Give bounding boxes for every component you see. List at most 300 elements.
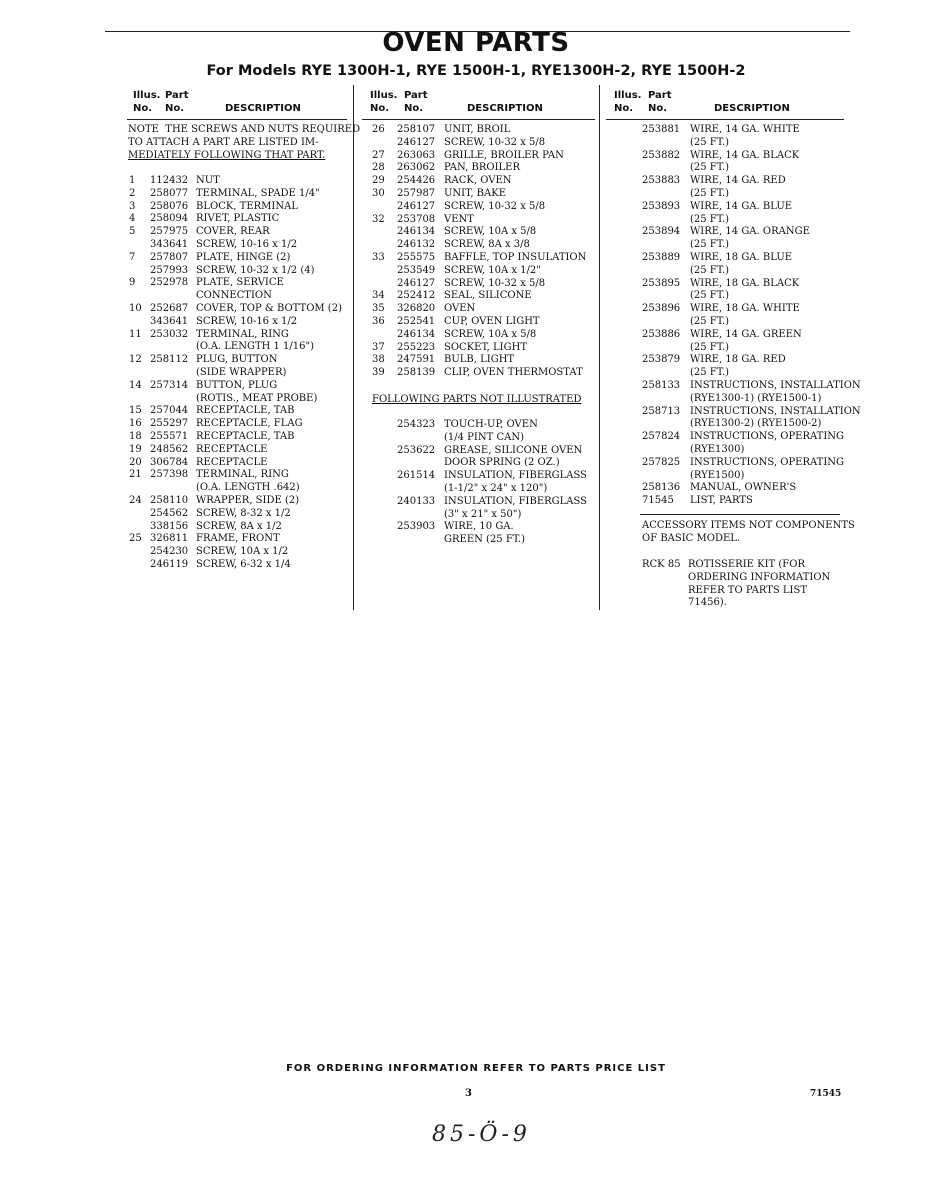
note-line: MEDIATELY FOLLOWING THAT PART. xyxy=(128,149,326,161)
parts-row xyxy=(128,482,350,495)
no-label: No. xyxy=(133,103,153,114)
parts-row xyxy=(372,252,597,265)
parts-row xyxy=(128,290,350,303)
part-description: RECEPTACLE, TAB xyxy=(196,405,295,417)
part-number: 253894 xyxy=(642,226,681,238)
part-description: WIRE, 14 GA. BLUE xyxy=(690,200,793,212)
part-description: BULB, LIGHT xyxy=(444,354,515,366)
no-label: No. xyxy=(648,103,668,114)
description-label: DESCRIPTION xyxy=(714,103,790,114)
parts-row xyxy=(128,405,350,418)
illus-number: 34 xyxy=(372,290,385,302)
part-number: 263063 xyxy=(397,149,436,161)
part-description: SOCKET, LIGHT xyxy=(444,341,527,353)
part-number: 257398 xyxy=(150,469,189,481)
parts-row xyxy=(128,277,350,290)
illus-number: 38 xyxy=(372,354,385,366)
parts-row xyxy=(614,150,859,163)
parts-row xyxy=(614,316,859,329)
illus-number: 30 xyxy=(372,187,385,199)
description-label: DESCRIPTION xyxy=(467,103,543,114)
part-number: 246134 xyxy=(397,226,436,238)
parts-row xyxy=(128,559,350,572)
part-description: CONNECTION xyxy=(196,290,272,302)
part-description: CUP, OVEN LIGHT xyxy=(444,315,540,327)
parts-row xyxy=(614,162,859,175)
parts-row xyxy=(614,367,859,380)
part-number: 253895 xyxy=(642,277,681,289)
parts-row xyxy=(372,367,597,380)
illus-number: 29 xyxy=(372,175,385,187)
note-line: TO ATTACH A PART ARE LISTED IM- xyxy=(128,136,319,148)
illus-number: 21 xyxy=(129,469,142,481)
handwritten-note: 85-Ӧ-9 xyxy=(432,1122,531,1147)
part-description: SCREW, 10A x 5/8 xyxy=(444,226,537,238)
col3-parts-list xyxy=(614,124,859,508)
parts-row xyxy=(372,162,597,175)
part-number: 257825 xyxy=(642,456,681,468)
parts-row xyxy=(614,265,859,278)
col1-parts-list xyxy=(128,175,350,572)
part-description: NUT xyxy=(196,175,220,186)
col2-not-illustrated-list xyxy=(372,419,597,547)
parts-row xyxy=(372,239,597,252)
column-divider xyxy=(353,85,354,610)
part-number: 253882 xyxy=(642,149,681,161)
part-description: (RYE1300-1) (RYE1500-1) xyxy=(690,392,822,404)
part-description: INSTRUCTIONS, INSTALLATION xyxy=(690,405,861,417)
parts-row xyxy=(614,175,859,188)
illus-number: 3 xyxy=(129,200,136,212)
parts-row xyxy=(128,175,350,188)
parts-row xyxy=(128,201,350,214)
parts-row xyxy=(128,213,350,226)
part-description: WIRE, 10 GA. xyxy=(444,521,514,533)
parts-row xyxy=(372,175,597,188)
models-subtitle: For Models RYE 1300H-1, RYE 1500H-1, RYE1300H-2, RYE 1500H-2 xyxy=(206,63,746,79)
parts-row xyxy=(614,354,859,367)
parts-row xyxy=(614,380,859,393)
parts-row xyxy=(614,188,859,201)
parts-row xyxy=(614,290,859,303)
accessory-note-line: ACCESSORY ITEMS NOT COMPONENTS xyxy=(642,520,855,531)
parts-row xyxy=(614,214,859,227)
part-description: CLIP, OVEN THERMOSTAT xyxy=(444,367,583,379)
part-number: 257044 xyxy=(150,405,189,417)
part-number: 253893 xyxy=(642,200,681,212)
part-description: COVER, REAR xyxy=(196,226,270,238)
part-number: 258133 xyxy=(642,379,681,391)
col2-parts-list xyxy=(372,124,597,380)
part-description: WIRE, 14 GA. BLACK xyxy=(690,149,800,161)
part-number: 253622 xyxy=(397,444,436,456)
parts-row xyxy=(372,329,597,342)
parts-row xyxy=(372,483,597,496)
part-number: 306784 xyxy=(150,456,189,468)
part-description: BLOCK, TERMINAL xyxy=(196,200,298,212)
part-description: WRAPPER, SIDE (2) xyxy=(196,494,300,506)
parts-row xyxy=(614,137,859,150)
parts-row xyxy=(128,329,350,342)
part-description: (O.A. LENGTH .642) xyxy=(196,482,300,494)
part-number: 253886 xyxy=(642,328,681,340)
part-description: MANUAL, OWNER'S xyxy=(690,482,797,494)
part-number: 253883 xyxy=(642,175,681,187)
parts-row xyxy=(614,124,859,137)
parts-row xyxy=(372,419,597,432)
part-number: 257987 xyxy=(397,187,436,199)
accessory-description: REFER TO PARTS LIST xyxy=(688,584,808,596)
part-number: 246127 xyxy=(397,277,436,289)
part-number: 253708 xyxy=(397,213,436,225)
parts-row xyxy=(372,214,597,227)
parts-row xyxy=(614,239,859,252)
part-number: 258139 xyxy=(397,367,436,379)
parts-row xyxy=(128,188,350,201)
parts-row xyxy=(128,521,350,534)
part-number: 257807 xyxy=(150,251,189,263)
illus-number: 26 xyxy=(372,124,385,135)
parts-row xyxy=(614,431,859,444)
accessory-rule xyxy=(640,514,840,515)
part-description: WIRE, 18 GA. BLUE xyxy=(690,251,793,263)
illus-number: 39 xyxy=(372,367,385,379)
parts-row xyxy=(128,418,350,431)
parts-row xyxy=(128,341,350,354)
part-description: WIRE, 14 GA. ORANGE xyxy=(690,226,810,238)
parts-row xyxy=(128,354,350,367)
part-description: WIRE, 14 GA. GREEN xyxy=(690,328,802,340)
part-description: SCREW, 6-32 x 1/4 xyxy=(196,558,291,570)
part-description: RECEPTACLE, TAB xyxy=(196,430,295,442)
not-illustrated-heading: FOLLOWING PARTS NOT ILLUSTRATED xyxy=(372,394,582,405)
parts-row xyxy=(128,469,350,482)
accessory-row xyxy=(642,572,857,585)
no-label: No. xyxy=(404,103,424,114)
part-description: UNIT, BROIL xyxy=(444,124,511,135)
parts-row xyxy=(128,252,350,265)
part-number: 258713 xyxy=(642,405,681,417)
part-description: GRILLE, BROILER PAN xyxy=(444,149,564,161)
part-number: 258136 xyxy=(642,482,681,494)
parts-row xyxy=(372,303,597,316)
part-description: (RYE1300) xyxy=(690,443,745,455)
part-description: WIRE, 18 GA. BLACK xyxy=(690,277,800,289)
parts-row xyxy=(128,431,350,444)
ordering-footer: FOR ORDERING INFORMATION REFER TO PARTS PRICE LIST xyxy=(286,1063,666,1074)
illus-number: 15 xyxy=(129,405,142,417)
illus-label: Illus. xyxy=(614,90,642,101)
part-description: (25 FT.) xyxy=(690,239,730,251)
parts-row xyxy=(372,137,597,150)
part-description: TERMINAL, SPADE 1/4" xyxy=(196,187,320,199)
illus-number: 33 xyxy=(372,251,385,263)
parts-row xyxy=(128,495,350,508)
part-number: 255575 xyxy=(397,251,436,263)
part-description: SCREW, 10-32 x 5/8 xyxy=(444,277,546,289)
part-description: RACK, OVEN xyxy=(444,175,512,187)
part-number: 246119 xyxy=(150,558,189,570)
part-number: 258076 xyxy=(150,200,189,212)
parts-row xyxy=(372,354,597,367)
parts-row xyxy=(614,303,859,316)
accessory-description: 71456). xyxy=(688,597,727,609)
part-description: SCREW, 8A x 1/2 xyxy=(196,520,282,532)
part-number: 248562 xyxy=(150,443,189,455)
page-title: OVEN PARTS xyxy=(382,28,570,58)
part-number: 255223 xyxy=(397,341,436,353)
part-description: SCREW, 8-32 x 1/2 xyxy=(196,507,291,519)
part-description: (25 FT.) xyxy=(690,367,730,379)
part-number: 258110 xyxy=(150,494,189,506)
part-label: Part xyxy=(404,90,428,101)
part-description: SCREW, 8A x 3/8 xyxy=(444,239,530,251)
parts-row xyxy=(614,418,859,431)
part-description: SCREW, 10-16 x 1/2 xyxy=(196,315,298,327)
part-number: 252687 xyxy=(150,302,189,314)
part-number: 71545 xyxy=(642,495,674,507)
part-number: 240133 xyxy=(397,495,436,507)
illus-label: Illus. xyxy=(133,90,161,101)
part-number: 255297 xyxy=(150,418,189,430)
part-description: (25 FT.) xyxy=(690,187,730,199)
part-description: RIVET, PLASTIC xyxy=(196,213,280,225)
part-number: 338156 xyxy=(150,520,189,532)
part-description: (25 FT.) xyxy=(690,136,730,148)
part-number: 343641 xyxy=(150,315,189,327)
parts-row xyxy=(128,303,350,316)
part-number: 254323 xyxy=(397,419,436,430)
illus-number: 12 xyxy=(129,354,142,366)
parts-row xyxy=(372,457,597,470)
part-description: (1-1/2" x 24" x 120") xyxy=(444,482,548,494)
part-number: 257314 xyxy=(150,379,189,391)
parts-row xyxy=(614,226,859,239)
illus-number: 9 xyxy=(129,277,136,289)
part-number: 254426 xyxy=(397,175,436,187)
parts-row xyxy=(372,342,597,355)
parts-row xyxy=(372,201,597,214)
illus-number: 1 xyxy=(129,175,136,186)
part-description: WIRE, 18 GA. RED xyxy=(690,354,786,366)
part-description: RECEPTACLE xyxy=(196,443,268,455)
parts-row xyxy=(614,457,859,470)
part-number: 246127 xyxy=(397,200,436,212)
illus-number: 24 xyxy=(129,494,142,506)
part-label: Part xyxy=(648,90,672,101)
part-description: SCREW, 10A x 5/8 xyxy=(444,328,537,340)
part-number: 258112 xyxy=(150,354,189,366)
parts-row xyxy=(372,150,597,163)
accessory-part-number: RCK 85 xyxy=(642,559,681,570)
part-description: (1/4 PINT CAN) xyxy=(444,431,524,443)
part-number: 254562 xyxy=(150,507,189,519)
part-number: 112432 xyxy=(150,175,189,186)
part-description: BUTTON, PLUG xyxy=(196,379,278,391)
no-label: No. xyxy=(165,103,185,114)
part-number: 326811 xyxy=(150,533,189,545)
illus-number: 19 xyxy=(129,443,142,455)
part-number: 255571 xyxy=(150,430,189,442)
part-description: (25 FT.) xyxy=(690,264,730,276)
part-description: SEAL, SILICONE xyxy=(444,290,532,302)
parts-row xyxy=(128,316,350,329)
part-description: TERMINAL, RING xyxy=(196,469,289,481)
parts-row xyxy=(372,521,597,534)
part-number: 253032 xyxy=(150,328,189,340)
part-description: (RYE1300-2) (RYE1500-2) xyxy=(690,418,822,430)
part-number: 247591 xyxy=(397,354,436,366)
part-description: (25 FT.) xyxy=(690,290,730,302)
part-number: 253903 xyxy=(397,521,436,533)
parts-row xyxy=(614,201,859,214)
part-description: PLUG, BUTTON xyxy=(196,354,278,366)
part-description: (25 FT.) xyxy=(690,213,730,225)
part-description: SCREW, 10-32 x 5/8 xyxy=(444,200,546,212)
part-number: 263062 xyxy=(397,162,436,174)
part-description: INSULATION, FIBERGLASS xyxy=(444,470,588,482)
part-number: 253879 xyxy=(642,354,681,366)
parts-row xyxy=(128,444,350,457)
col2-header-rule xyxy=(362,119,595,120)
parts-row xyxy=(372,534,597,547)
part-number: 258094 xyxy=(150,213,189,225)
part-description: (25 FT.) xyxy=(690,162,730,174)
illus-number: 18 xyxy=(129,430,142,442)
part-description: WIRE, 14 GA. WHITE xyxy=(690,124,800,135)
document-number: 71545 xyxy=(810,1089,842,1099)
accessory-description: ORDERING INFORMATION xyxy=(688,571,831,583)
parts-row xyxy=(128,508,350,521)
parts-row xyxy=(128,226,350,239)
part-number: 257975 xyxy=(150,226,189,238)
illus-label: Illus. xyxy=(370,90,398,101)
col1-note xyxy=(128,124,361,162)
part-label: Part xyxy=(165,90,189,101)
parts-row xyxy=(128,239,350,252)
part-description: INSTRUCTIONS, OPERATING xyxy=(690,456,845,468)
part-description: PLATE, SERVICE xyxy=(196,277,284,289)
accessory-note-line: OF BASIC MODEL. xyxy=(642,532,741,544)
page-number: 3 xyxy=(465,1088,472,1099)
part-number: 326820 xyxy=(397,303,436,315)
note-line: NOTE THE SCREWS AND NUTS REQUIRED xyxy=(128,124,361,135)
parts-row xyxy=(128,533,350,546)
part-number: 253889 xyxy=(642,251,681,263)
illus-number: 11 xyxy=(129,328,142,340)
part-description: UNIT, BAKE xyxy=(444,187,507,199)
part-description: TERMINAL, RING xyxy=(196,328,289,340)
illus-number: 28 xyxy=(372,162,385,174)
part-description: SCREW, 10-32 x 5/8 xyxy=(444,136,546,148)
part-description: SCREW, 10-16 x 1/2 xyxy=(196,238,298,250)
description-label: DESCRIPTION xyxy=(225,103,301,114)
illus-number: 16 xyxy=(129,418,142,430)
part-description: SCREW, 10-32 x 1/2 (4) xyxy=(196,264,315,276)
illus-number: 32 xyxy=(372,213,385,225)
parts-row xyxy=(614,482,859,495)
part-description: SCREW, 10A x 1/2" xyxy=(444,264,541,276)
parts-row xyxy=(614,329,859,342)
accessory-row xyxy=(642,559,857,572)
parts-row xyxy=(614,252,859,265)
accessory-description: ROTISSERIE KIT (FOR xyxy=(688,559,805,570)
parts-row xyxy=(614,278,859,291)
col3-header-rule xyxy=(606,119,844,120)
illus-number: 37 xyxy=(372,341,385,353)
part-description: PAN, BROILER xyxy=(444,162,520,174)
part-description: INSTRUCTIONS, OPERATING xyxy=(690,431,845,443)
part-description: PLATE, HINGE (2) xyxy=(196,251,291,263)
parts-row xyxy=(372,496,597,509)
accessory-note xyxy=(642,520,855,546)
part-description: OVEN xyxy=(444,303,476,315)
part-number: 258107 xyxy=(397,124,436,135)
part-number: 261514 xyxy=(397,470,436,482)
parts-row xyxy=(372,470,597,483)
part-description: BAFFLE, TOP INSULATION xyxy=(444,251,587,263)
parts-row xyxy=(614,470,859,483)
part-description: (O.A. LENGTH 1 1/16") xyxy=(196,341,315,353)
illus-number: 10 xyxy=(129,302,142,314)
part-description: GREEN (25 FT.) xyxy=(444,534,526,546)
parts-row xyxy=(128,457,350,470)
part-number: 246134 xyxy=(397,328,436,340)
part-number: 252412 xyxy=(397,290,436,302)
part-description: (3" x 21" x 50") xyxy=(444,508,522,520)
parts-row xyxy=(372,265,597,278)
no-label: No. xyxy=(370,103,390,114)
parts-row xyxy=(372,124,597,137)
part-description: GREASE, SILICONE OVEN xyxy=(444,444,583,456)
illus-number: 27 xyxy=(372,149,385,161)
part-number: 253881 xyxy=(642,124,681,135)
accessory-row xyxy=(642,597,857,610)
illus-number: 36 xyxy=(372,315,385,327)
parts-row xyxy=(372,290,597,303)
part-number: 254230 xyxy=(150,546,189,558)
part-number: 253896 xyxy=(642,303,681,315)
part-description: RECEPTACLE, FLAG xyxy=(196,418,303,430)
part-description: (ROTIS., MEAT PROBE) xyxy=(196,392,318,404)
part-description: COVER, TOP & BOTTOM (2) xyxy=(196,302,342,314)
part-description: TOUCH-UP, OVEN xyxy=(444,419,538,430)
illus-number: 14 xyxy=(129,379,142,391)
parts-row xyxy=(614,342,859,355)
part-description: INSTRUCTIONS, INSTALLATION xyxy=(690,379,861,391)
illus-number: 7 xyxy=(129,251,136,263)
parts-row xyxy=(372,445,597,458)
parts-row xyxy=(614,406,859,419)
parts-row xyxy=(128,393,350,406)
part-number: 343641 xyxy=(150,238,189,250)
part-description: (RYE1500) xyxy=(690,469,745,481)
part-description: (SIDE WRAPPER) xyxy=(196,366,287,378)
parts-row xyxy=(372,509,597,522)
col1-header-rule xyxy=(127,119,347,120)
part-description: DOOR SPRING (2 OZ.) xyxy=(444,457,560,469)
parts-row xyxy=(372,316,597,329)
accessory-list xyxy=(642,559,857,610)
no-label: No. xyxy=(614,103,634,114)
part-number: 257993 xyxy=(150,264,189,276)
part-description: RECEPTACLE xyxy=(196,456,268,468)
illus-number: 20 xyxy=(129,456,142,468)
parts-row xyxy=(372,432,597,445)
illus-number: 2 xyxy=(129,187,136,199)
parts-row xyxy=(372,278,597,291)
parts-row xyxy=(372,226,597,239)
